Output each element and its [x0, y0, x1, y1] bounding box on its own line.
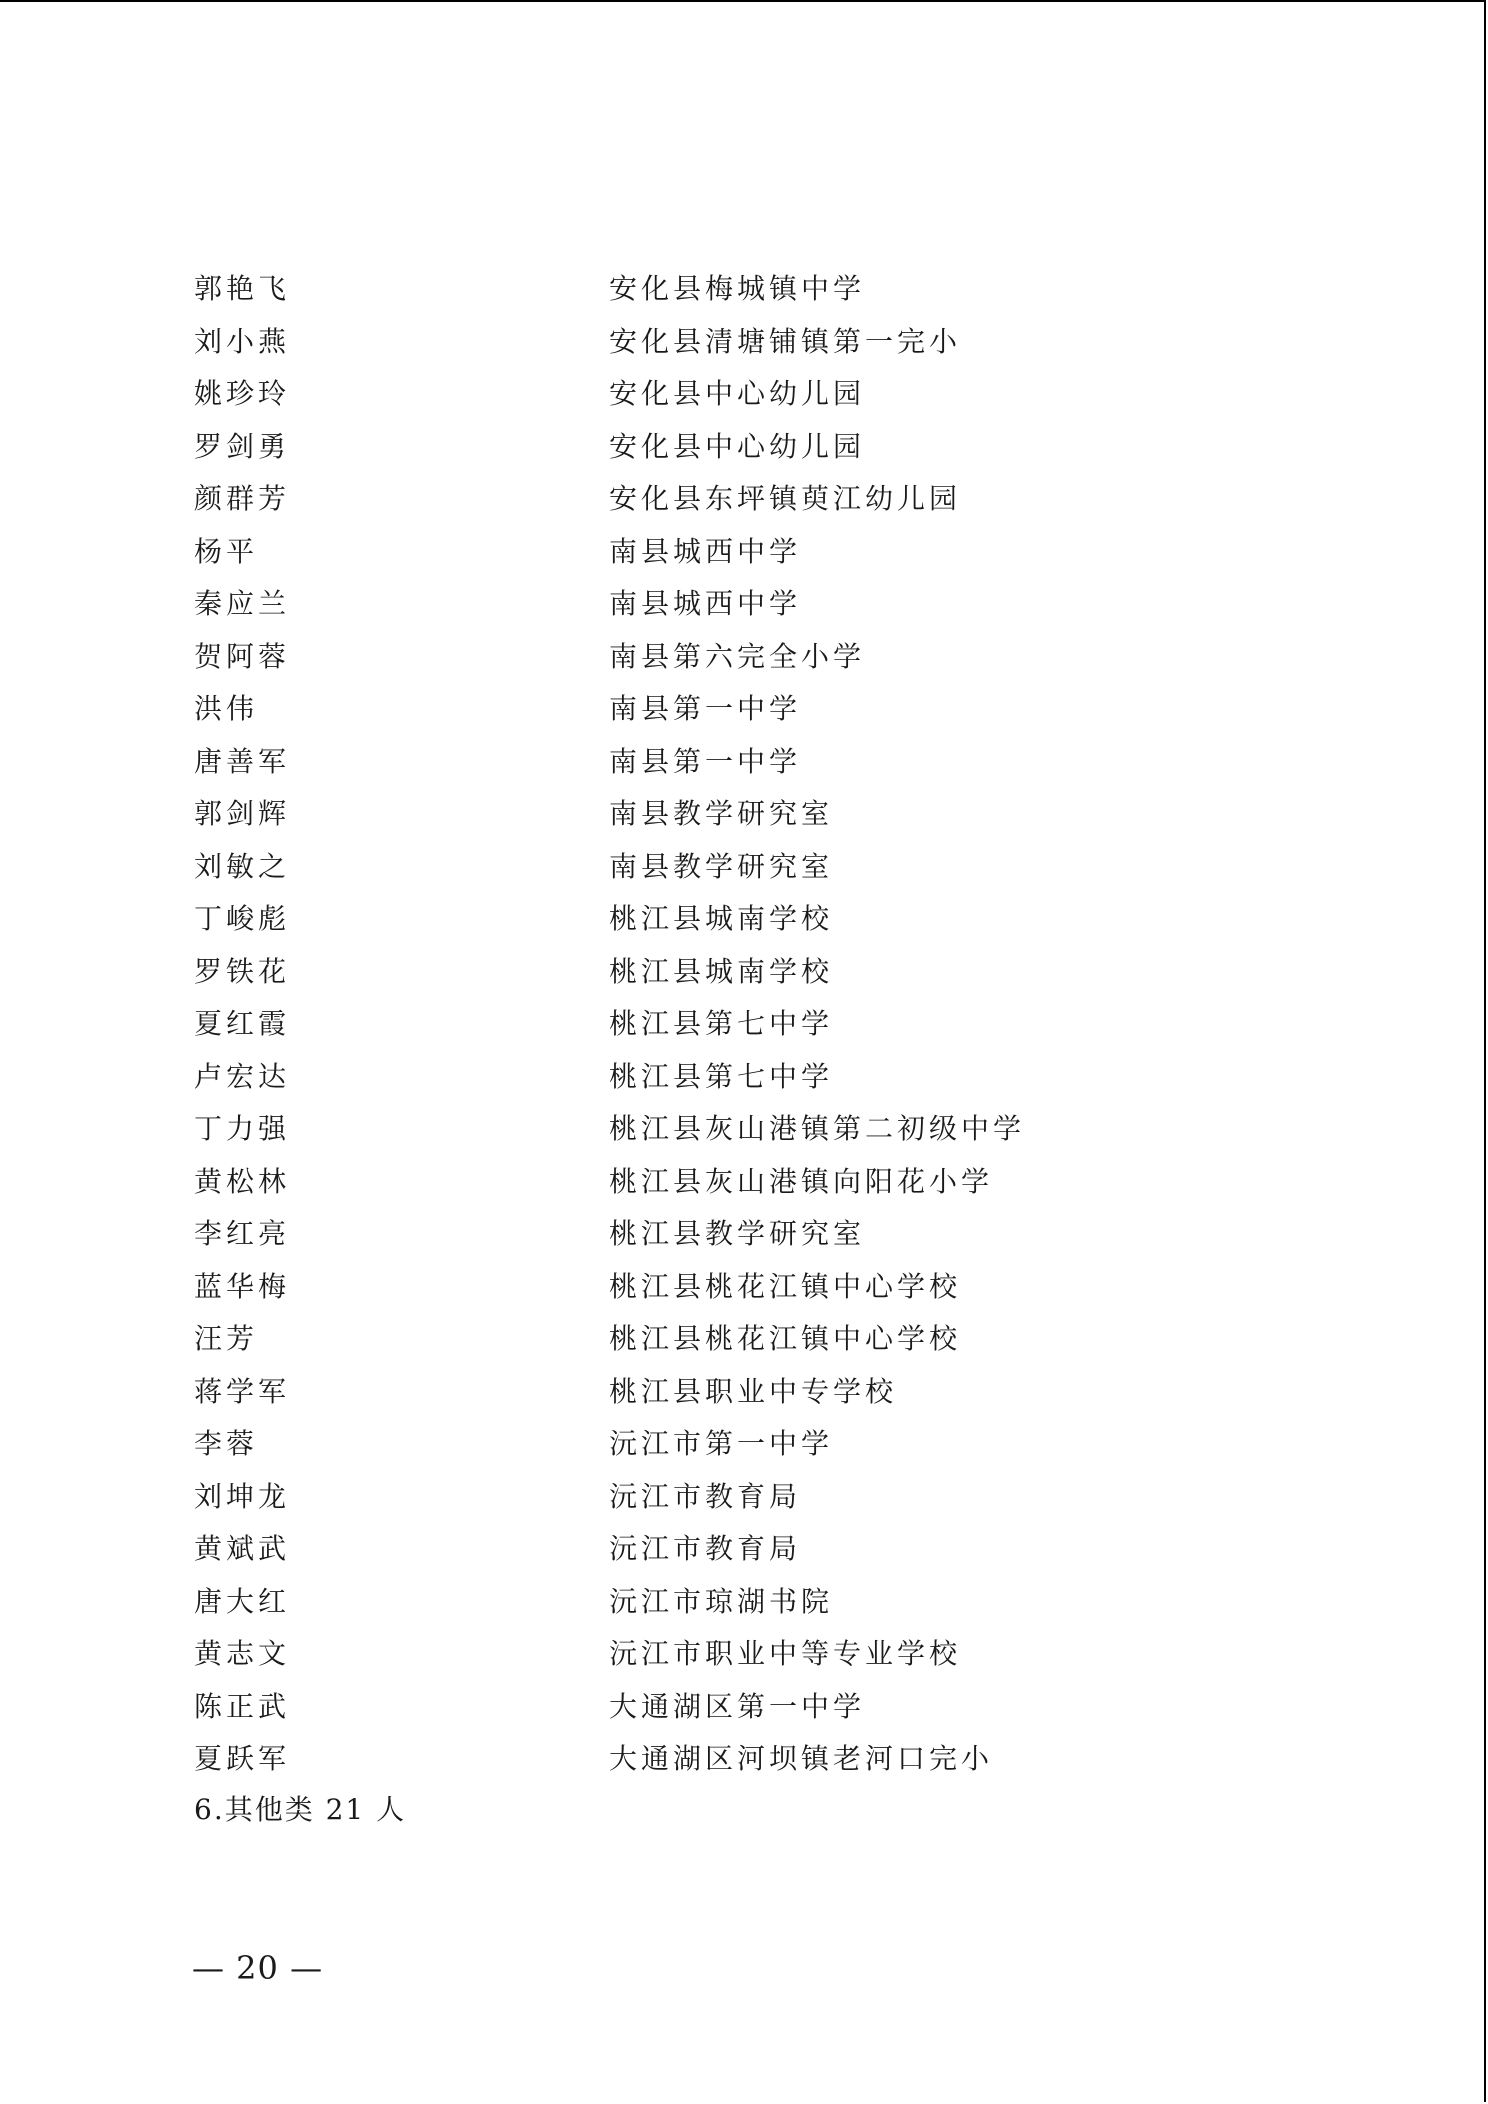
person-organization: 沅江市第一中学	[609, 1427, 834, 1460]
person-organization: 桃江县职业中专学校	[609, 1374, 898, 1408]
list-item	[194, 1628, 1294, 1681]
person-name: 秦应兰	[194, 587, 291, 620]
person-name: 罗剑勇	[194, 429, 291, 463]
person-name: 黄志文	[194, 1637, 291, 1670]
person-organization: 桃江县第七中学	[609, 1007, 834, 1040]
person-organization: 桃江县灰山港镇第二初级中学	[609, 1112, 1026, 1145]
list-item	[194, 1366, 1294, 1419]
person-organization: 南县第六完全小学	[609, 639, 866, 673]
person-organization: 桃江县桃花江镇中心学校	[609, 1269, 962, 1303]
list-item	[194, 946, 1294, 999]
person-organization: 安化县中心幼儿园	[609, 377, 866, 410]
person-organization: 桃江县教学研究室	[609, 1217, 866, 1250]
person-organization: 安化县东坪镇萸江幼儿园	[609, 482, 962, 515]
person-name: 杨平	[194, 534, 259, 568]
person-name: 蓝华梅	[194, 1269, 291, 1303]
list-item	[194, 316, 1294, 369]
person-name: 陈正武	[194, 1689, 291, 1723]
person-organization: 桃江县城南学校	[609, 954, 834, 988]
list-item	[194, 893, 1294, 946]
person-organization: 南县教学研究室	[609, 797, 834, 830]
person-organization: 大通湖区河坝镇老河口完小	[609, 1742, 994, 1775]
person-name: 唐善军	[194, 744, 291, 778]
person-name: 汪芳	[194, 1322, 259, 1355]
person-name: 丁峻彪	[194, 902, 291, 935]
list-item	[194, 1208, 1294, 1261]
list-item	[194, 1576, 1294, 1629]
person-organization: 南县城西中学	[609, 587, 802, 620]
list-item	[194, 526, 1294, 579]
person-organization: 桃江县灰山港镇向阳花小学	[609, 1164, 994, 1198]
person-name: 李红亮	[194, 1217, 291, 1250]
list-item	[194, 421, 1294, 474]
person-organization: 桃江县桃花江镇中心学校	[609, 1322, 962, 1355]
person-organization: 南县教学研究室	[609, 849, 834, 883]
person-organization: 沅江市教育局	[609, 1532, 802, 1565]
list-item	[194, 1156, 1294, 1209]
person-organization: 南县第一中学	[609, 744, 802, 778]
person-name: 黄松林	[194, 1164, 291, 1198]
list-item	[194, 1418, 1294, 1471]
person-name: 夏红霞	[194, 1007, 291, 1040]
list-item	[194, 1681, 1294, 1734]
person-name: 郭剑辉	[194, 797, 291, 830]
list-item	[194, 1523, 1294, 1576]
person-organization: 南县城西中学	[609, 534, 802, 568]
list-item	[194, 263, 1294, 316]
list-item	[194, 1261, 1294, 1314]
list-item	[194, 841, 1294, 894]
person-name: 洪伟	[194, 692, 259, 725]
list-item	[194, 998, 1294, 1051]
person-name: 贺阿蓉	[194, 639, 291, 673]
person-name: 颜群芳	[194, 482, 291, 515]
person-name: 刘敏之	[194, 849, 291, 883]
person-organization: 安化县中心幼儿园	[609, 429, 866, 463]
person-organization: 沅江市职业中等专业学校	[609, 1637, 962, 1670]
person-organization: 沅江市琼湖书院	[609, 1584, 834, 1618]
person-organization: 安化县清塘铺镇第一完小	[609, 324, 962, 358]
person-name: 罗铁花	[194, 954, 291, 988]
person-name: 刘小燕	[194, 324, 291, 358]
list-item	[194, 1103, 1294, 1156]
person-name: 刘坤龙	[194, 1479, 291, 1513]
person-name: 蒋学军	[194, 1374, 291, 1408]
person-name: 郭艳飞	[194, 272, 291, 305]
list-item	[194, 788, 1294, 841]
person-organization: 南县第一中学	[609, 692, 802, 725]
list-item	[194, 578, 1294, 631]
person-organization: 大通湖区第一中学	[609, 1689, 866, 1723]
list-item	[194, 683, 1294, 736]
person-name: 黄斌武	[194, 1532, 291, 1565]
person-name: 卢宏达	[194, 1059, 291, 1093]
name-list	[194, 263, 1294, 1786]
person-organization: 桃江县第七中学	[609, 1059, 834, 1093]
list-item	[194, 631, 1294, 684]
list-item	[194, 1313, 1294, 1366]
list-item	[194, 368, 1294, 421]
list-item	[194, 1471, 1294, 1524]
person-name: 唐大红	[194, 1584, 291, 1618]
person-organization: 桃江县城南学校	[609, 902, 834, 935]
list-item	[194, 1051, 1294, 1104]
person-organization: 安化县梅城镇中学	[609, 272, 866, 305]
person-name: 丁力强	[194, 1112, 291, 1145]
list-item	[194, 473, 1294, 526]
list-item	[194, 736, 1294, 789]
page-number: — 20 —	[192, 1949, 324, 1987]
list-item	[194, 1733, 1294, 1786]
person-name: 姚珍玲	[194, 377, 291, 410]
person-name: 夏跃军	[194, 1742, 291, 1775]
person-organization: 沅江市教育局	[609, 1479, 802, 1513]
section-heading: 6.其他类 21 人	[194, 1793, 407, 1826]
person-name: 李蓉	[194, 1427, 259, 1460]
